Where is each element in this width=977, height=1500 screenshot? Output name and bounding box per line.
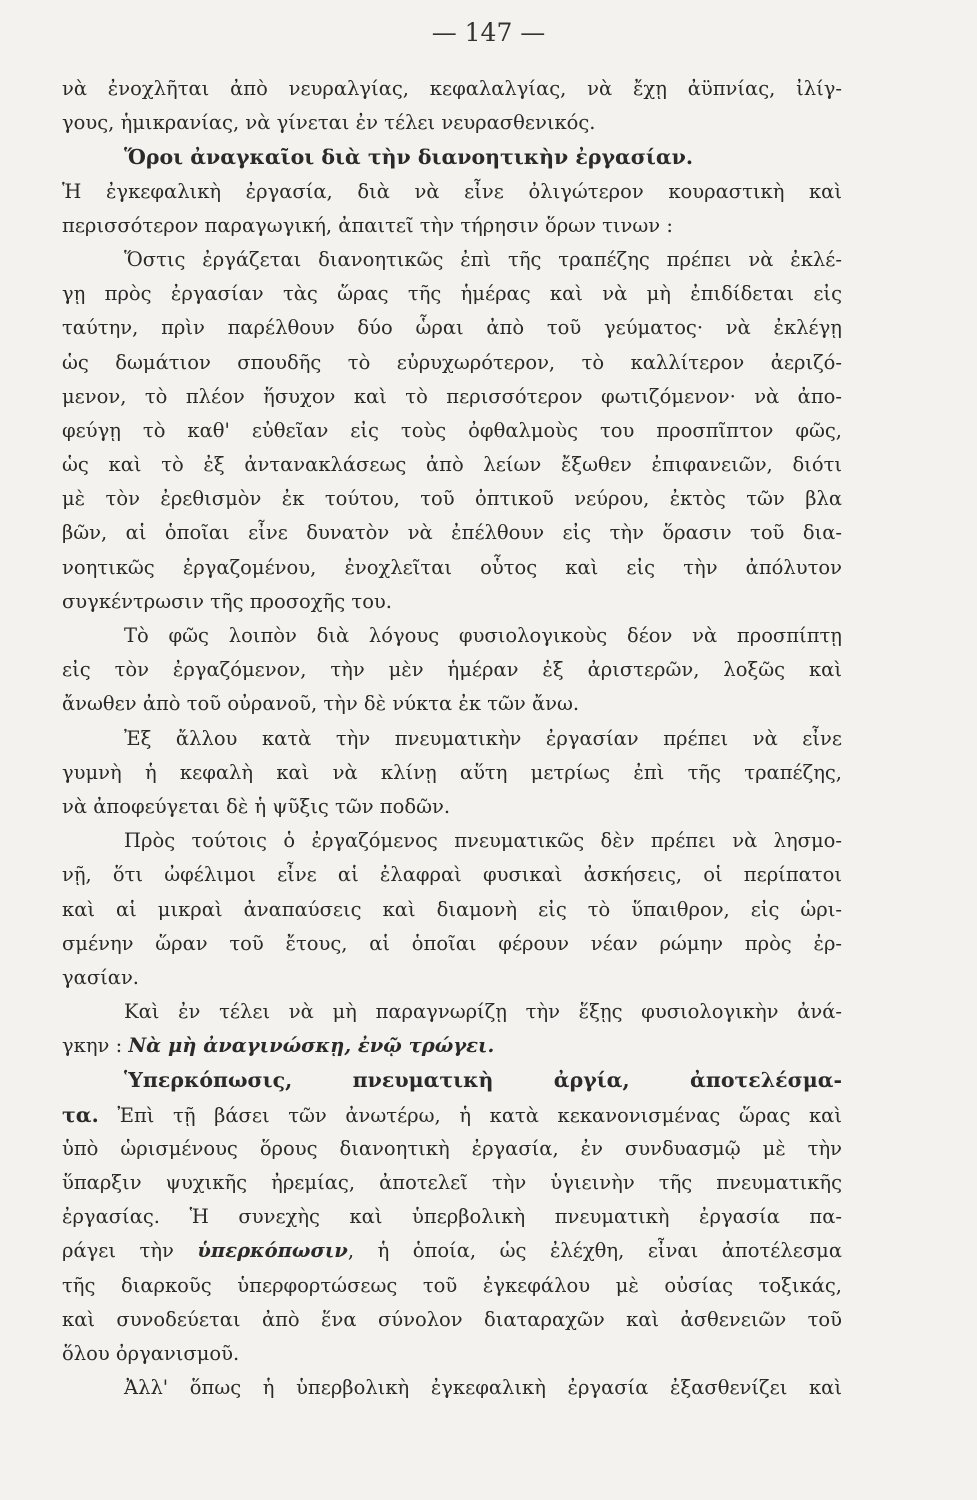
- text-line: γῃ πρὸς ἐργασίαν τὰς ὥρας τῆς ἡμέρας καὶ νὰ μὴ ἐπιδίδεται εἰς: [62, 282, 842, 306]
- text-line: νοητικῶς ἐργαζομένου, ἐνοχλεῖται οὗτος καὶ εἰς τὴν ἀπόλυτον: [62, 555, 842, 579]
- text-line: βῶν, αἱ ὁποῖαι εἶνε δυνατὸν νὰ ἐπέλθουν εἰς τὴν ὅρασιν τοῦ δια-: [62, 521, 842, 545]
- text-line: [62, 1029, 842, 1063]
- italic-term: ὑπερκόπωσιν: [197, 1239, 348, 1263]
- line-text: , ἡ ὁποία, ὡς ἐλέχθη, εἶναι ἀποτέλεσμα: [347, 1239, 842, 1263]
- text-line: ὡς δωμάτιον σπουδῆς τὸ εὐρυχωρότερον, τὸ καλλίτερον ἀεριζό-: [62, 350, 842, 374]
- line-text: Ἐπὶ τῇ βάσει τῶν ἀνωτέρω, ἡ κατὰ κεκανονισμένας ὥρας καὶ: [98, 1103, 842, 1127]
- line-text: γκην :: [62, 1034, 129, 1058]
- text-line: καὶ αἱ μικραὶ ἀναπαύσεις καὶ διαμονὴ εἰς τὸ ὕπαιθρον, εἰς ὡρι-: [62, 897, 842, 921]
- text-line: νῇ, ὅτι ὠφέλιμοι εἶνε αἱ ἐλαφραὶ φυσικαὶ ἀσκήσεις, οἱ περίπατοι: [62, 863, 842, 887]
- section-heading: Ὅροι ἀναγκαῖοι διὰ τὴν διανοητικὴν ἐργασίαν.: [124, 145, 693, 170]
- text-line: ἐργασίας. Ἡ συνεχὴς καὶ ὑπερβολικὴ πνευματικὴ ἐργασία πα-: [62, 1205, 842, 1229]
- text-line: Τὸ φῶς λοιπὸν διὰ λόγους φυσιολογικοὺς δέον νὰ προσπίπτῃ: [124, 624, 842, 647]
- text-line: φεύγῃ τὸ καθ' εὐθεῖαν εἰς τοὺς ὀφθαλμοὺς του προσπῖπτον φῶς,: [62, 418, 842, 442]
- text-line: ὑπὸ ὡρισμένους ὅρους διανοητικὴ ἐργασία, ἐν συνδυασμῷ μὲ τὴν: [62, 1136, 842, 1160]
- text-line: Ἐξ ἄλλου κατὰ τὴν πνευματικὴν ἐργασίαν πρέπει νὰ εἶνε: [124, 726, 842, 750]
- text-line: ταύτην, πρὶν παρέλθουν δύο ὧραι ἀπὸ τοῦ γεύματος· νὰ ἐκλέγῃ: [62, 316, 842, 340]
- text-line: ἄνωθεν ἀπὸ τοῦ οὐρανοῦ, τὴν δὲ νύκτα ἐκ τῶν ἄνω.: [62, 692, 580, 716]
- text-line: τῆς διαρκοῦς ὑπερφορτώσεως τοῦ ἐγκεφάλου μὲ οὐσίας τοξικάς,: [62, 1273, 842, 1297]
- text-line: ὅλου ὀργανισμοῦ.: [62, 1341, 240, 1365]
- text-line: νὰ ἐνοχλῆται ἀπὸ νευραλγίας, κεφαλαλγίας, νὰ ἔχῃ ἀϋπνίας, ἰλίγ-: [62, 77, 842, 100]
- text-line: Καὶ ἐν τέλει νὰ μὴ παραγνωρίζῃ τὴν ἕξῃς φυσιολογικὴν ἀνά-: [124, 1000, 842, 1024]
- text-line: περισσότερον παραγωγική, ἀπαιτεῖ τὴν τήρησιν ὅρων τινων :: [62, 213, 673, 237]
- text-line: γους, ἡμικρανίας, νὰ γίνεται ἐν τέλει νευρασθενικός.: [62, 111, 596, 135]
- page-number: — 147 —: [431, 18, 546, 47]
- text-line: σμένην ὥραν τοῦ ἔτους, αἱ ὁποῖαι φέρουν νέαν ρώμην πρὸς ἐρ-: [62, 931, 842, 955]
- text-line: καὶ συνοδεύεται ἀπὸ ἕνα σύνολον διαταραχῶν καὶ ἀσθενειῶν τοῦ: [62, 1307, 842, 1331]
- text-line: ὕπαρξιν ψυχικῆς ἠρεμίας, ἀποτελεῖ τὴν ὑγιεινὴν τῆς πνευματικῆς: [62, 1171, 842, 1194]
- line-text: ράγει τὴν: [62, 1239, 198, 1263]
- body-text: [62, 72, 842, 1405]
- text-line: Ὅστις ἐργάζεται διανοητικῶς ἐπὶ τῆς τραπέζης πρέπει νὰ ἐκλέ-: [124, 247, 842, 271]
- text-line: ὡς καὶ τὸ ἐξ ἀντανακλάσεως ἀπὸ λείων ἔξωθεν ἐπιφανειῶν, διότι: [62, 453, 842, 477]
- text-line: Ἀλλ' ὅπως ἡ ὑπερβολικὴ ἐγκεφαλικὴ ἐργασία ἐξασθενίζει καὶ: [124, 1376, 842, 1400]
- text-line: συγκέντρωσιν τῆς προσοχῆς του.: [62, 589, 392, 613]
- text-line: [62, 1234, 842, 1268]
- text-line: γασίαν.: [62, 965, 140, 989]
- text-line: εἰς τὸν ἐργαζόμενον, τὴν μὲν ἡμέραν ἐξ ἀριστερῶν, λοξῶς καὶ: [62, 658, 842, 682]
- text-line: [62, 1098, 842, 1132]
- text-line: μὲ τὸν ἐρεθισμὸν ἐκ τούτου, τοῦ ὀπτικοῦ νεύρου, ἐκτὸς τῶν βλα: [62, 487, 842, 511]
- text-line: Πρὸς τούτοις ὁ ἐργαζόμενος πνευματικῶς δὲν πρέπει νὰ λησμο-: [124, 829, 842, 853]
- text-line: μενον, τὸ πλέον ἥσυχον καὶ τὸ περισσότερον φωτιζόμενον· νὰ ἀπο-: [62, 384, 842, 408]
- heading-continuation: τα.: [62, 1102, 99, 1127]
- section-heading: Ὑπερκόπωσις, πνευματικὴ ἀργία, ἀποτελέσμα-: [124, 1068, 842, 1093]
- italic-phrase: Νὰ μὴ ἀναγινώσκῃ, ἐνῷ τρώγει.: [128, 1034, 495, 1058]
- text-line: νὰ ἀποφεύγεται δὲ ἡ ψῦξις τῶν ποδῶν.: [62, 794, 451, 818]
- text-line: Ἡ ἐγκεφαλικὴ ἐργασία, διὰ νὰ εἶνε ὀλιγώτερον κουραστικὴ καὶ: [62, 179, 842, 203]
- text-line: γυμνὴ ἡ κεφαλὴ καὶ νὰ κλίνῃ αὕτη μετρίως ἐπὶ τῆς τραπέζης,: [62, 760, 842, 784]
